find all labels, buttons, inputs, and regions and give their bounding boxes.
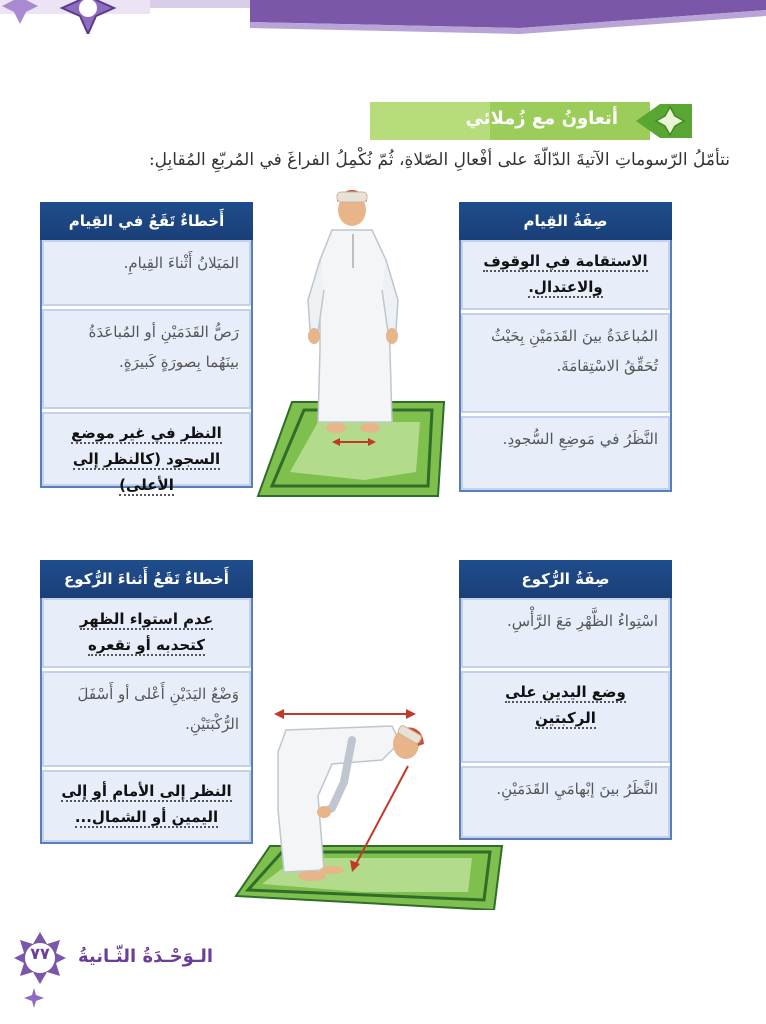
bowing-description-item: اسْتِواءُ الظَّهْرِ مَعَ الرَّأْسِ. [461,598,670,668]
standing-mistake-item: المَيَلانُ أَثْناءَ القِيامِ. [42,240,251,306]
bowing-description-header: صِفَةُ الرُّكوع [459,560,672,598]
bowing-mistake-item: عدم استواء الظهر كتحدبه أو تقعره [42,598,251,668]
page-number: ٧٧ [30,944,50,963]
bowing-person-illustration [232,700,512,910]
instruction-text: نتأمّلُ الرّسوماتِ الآتيةَ الدّالّةَ على أفْعالِ الصّلاةِ، ثُمّ نُكْمِلُ الفراغَ في المُربّعِ المُقابِلِ: [148,150,730,170]
bowing-mistake-item: النظر إلى الأمام أو إلى اليمين أو الشمال... [42,770,251,842]
standing-person-illustration [252,180,452,500]
bowing-mistakes-header: أَخطاءٌ تَقَعُ أَثناءَ الرُّكوع [40,560,253,598]
standing-mistake-item: رَصُّ القَدَمَيْنِ أو المُباعَدَةُ بينَهُما بِصورَةٍ كَبيرَةٍ. [42,309,251,409]
standing-description-item: المُباعَدَةُ بينَ القَدَمَيْنِ بِحَيْثُ تُحَقِّقُ الاسْتِقامَةَ. [461,313,670,413]
standing-mistakes-header: أَخطاءٌ تَقَعُ في القِيام [40,202,253,240]
unit-title: الـوَحْـدَةُ الثّـانيةُ [78,946,213,967]
top-decorative-band [0,0,766,34]
standing-description-header: صِفَةُ القِيام [459,202,672,240]
section-title-badge [370,100,696,142]
section-title: أتعاونُ مع زُملائي [465,108,618,129]
footer-star-icon [24,988,44,1008]
standing-mistakes-table [40,202,253,494]
standing-description-table [459,202,672,492]
standing-description-item: النَّظَرُ في مَوضِعِ السُّجودِ. [461,416,670,490]
standing-description-item: الاستقامة في الوقوف والاعتدال. [461,240,670,310]
standing-mistake-item: النظر في غير موضع السجود (كالنظر إلى الأعلى) [42,412,251,486]
bowing-description-item: وضع اليدين على الركبتين [461,671,670,763]
bowing-mistakes-table [40,560,253,844]
bowing-mistake-item: وَضْعُ اليَدَيْنِ أَعْلى أو أَسْفَلَ الرُّكْبَتَيْنِ. [42,671,251,767]
bowing-description-item: النَّظَرُ بينَ إبْهامَيِ القَدَمَيْنِ. [461,766,670,838]
